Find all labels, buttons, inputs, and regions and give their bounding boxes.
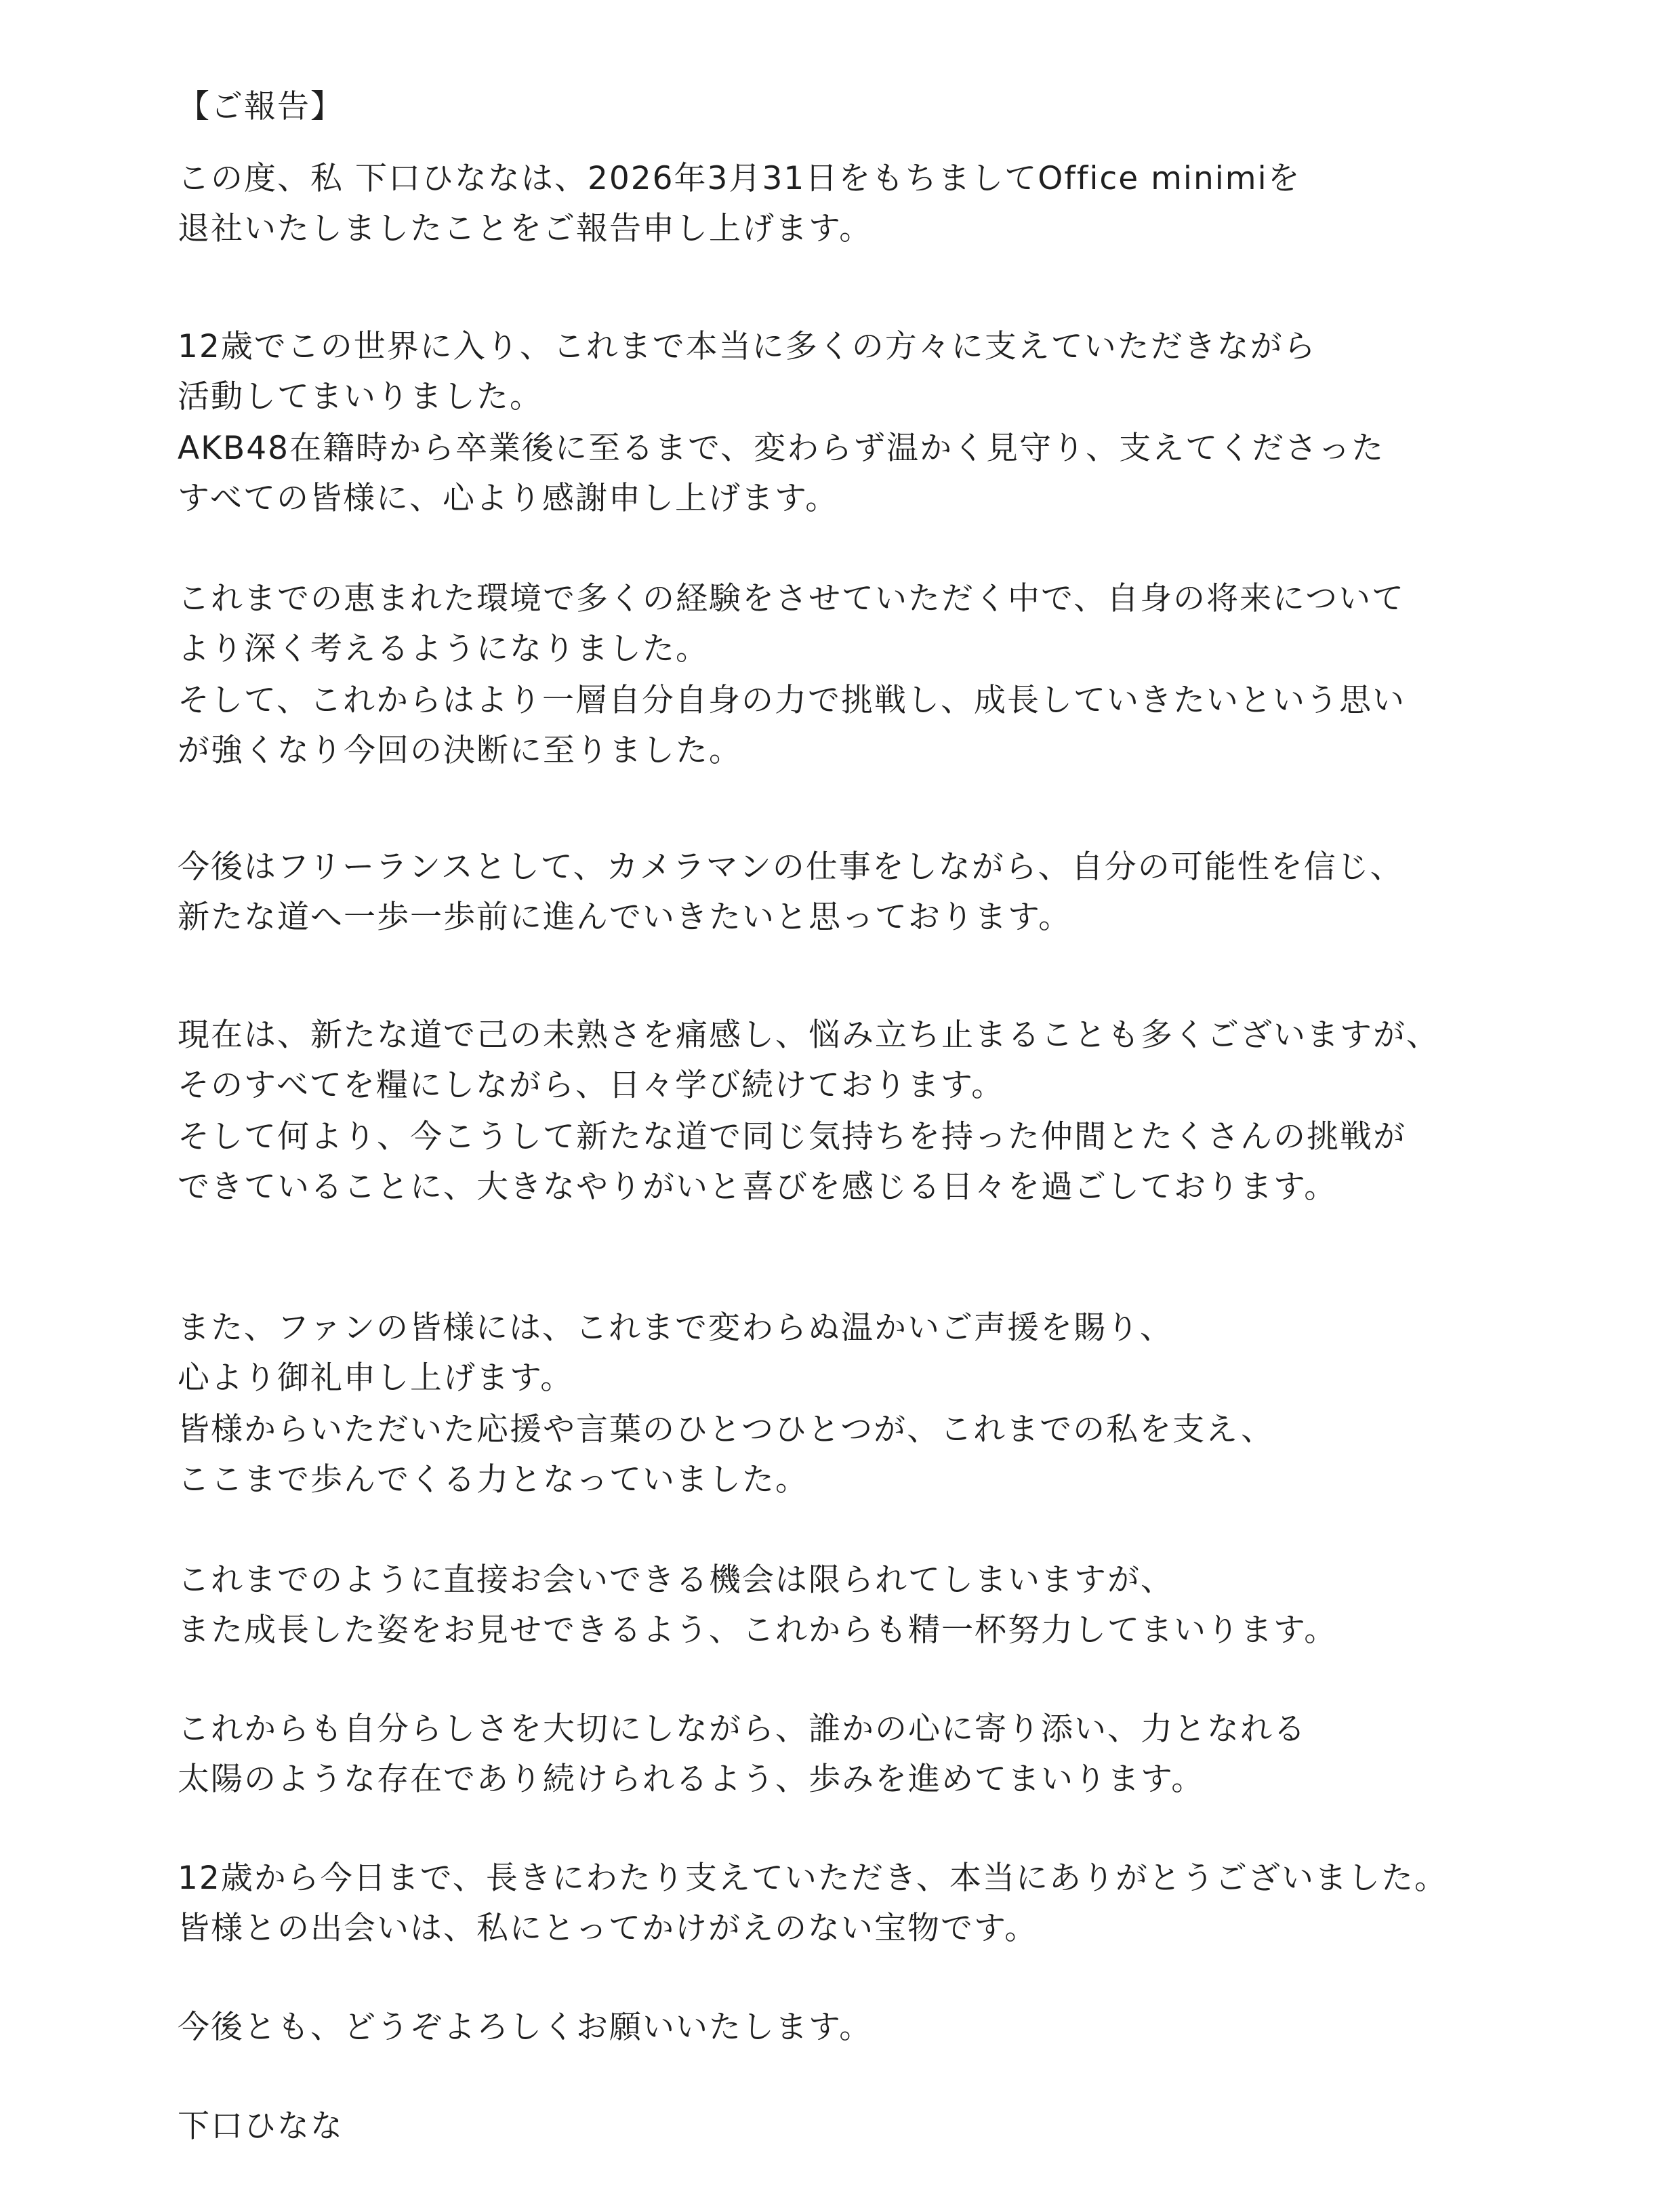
paragraph-6-line-1: また、ファンの皆様には、これまで変わらぬ温かいご声援を賜り、: [178, 1309, 1174, 1347]
paragraph-5-line-4: できていることに、大きなやりがいと喜びを感じる日々を過ごしております。: [178, 1168, 1338, 1206]
paragraph-9-line-2: 皆様との出会いは、私にとってかけがえのない宝物です。: [178, 1910, 1038, 1947]
paragraph-1-line-2: 退社いたしましたことをご報告申し上げます。: [178, 210, 873, 247]
paragraph-6-line-3: 皆様からいただいた応援や言葉のひとつひとつが、これまでの私を支え、: [178, 1411, 1274, 1448]
paragraph-4-line-1: 今後はフリーランスとして、カメラマンの仕事をしながら、自分の可能性を信じ、: [178, 848, 1404, 886]
paragraph-1-line-1: この度、私 下口ひななは、2026年3月31日をもちましてOffice minimiを: [178, 160, 1301, 197]
paragraph-5-line-3: そして何より、今こうして新たな道で同じ気持ちを持った仲間とたくさんの挑戦が: [178, 1118, 1406, 1155]
paragraph-7-line-1: これまでのように直接お会いできる機会は限られてしまいますが、: [178, 1561, 1174, 1599]
signature: 下口ひなな: [178, 2108, 344, 2145]
paragraph-6-line-2: 心より御礼申し上げます。: [178, 1359, 574, 1397]
paragraph-2-line-1: 12歳でこの世界に入り、これまで本当に多くの方々に支えていただきながら: [178, 328, 1317, 365]
paragraph-3-line-3: そして、これからはより一層自分自身の力で挑戦し、成長していきたいという思い: [178, 682, 1406, 719]
paragraph-5-line-1: 現在は、新たな道で己の未熟さを痛感し、悩み立ち止まることも多くございますが、: [178, 1017, 1439, 1054]
paragraph-5-line-2: そのすべてを糧にしながら、日々学び続けております。: [178, 1067, 1005, 1104]
paragraph-6-line-4: ここまで歩んでくる力となっていました。: [178, 1461, 808, 1498]
paragraph-10-line-1: 今後とも、どうぞよろしくお願いいたします。: [178, 2009, 873, 2046]
paragraph-8-line-2: 太陽のような存在であり続けられるよう、歩みを進めてまいります。: [178, 1761, 1205, 1798]
paragraph-8-line-1: これからも自分らしさを大切にしながら、誰かの心に寄り添い、力となれる: [178, 1711, 1307, 1748]
paragraph-2-line-2: 活動してまいりました。: [178, 378, 543, 415]
paragraph-3-line-1: これまでの恵まれた環境で多くの経験をさせていただく中で、自身の将来について: [178, 580, 1406, 617]
paragraph-3-line-2: より深く考えるようになりました。: [178, 630, 709, 668]
paragraph-4-line-2: 新たな道へ一歩一歩前に進んでいきたいと思っております。: [178, 899, 1072, 936]
paragraph-2-line-3: AKB48在籍時から卒業後に至るまで、変わらず温かく見守り、支えてくださった: [178, 430, 1385, 467]
paragraph-9-line-1: 12歳から今日まで、長きにわたり支えていただき、本当にありがとうございました。: [178, 1860, 1448, 1897]
paragraph-7-line-2: また成長した姿をお見せできるよう、これからも精一杯努力してまいります。: [178, 1612, 1338, 1649]
paragraph-2-line-4: すべての皆様に、心より感謝申し上げます。: [178, 480, 839, 517]
paragraph-3-line-4: が強くなり今回の決断に至りました。: [178, 732, 742, 769]
document-heading: 【ご報告】: [178, 88, 344, 125]
